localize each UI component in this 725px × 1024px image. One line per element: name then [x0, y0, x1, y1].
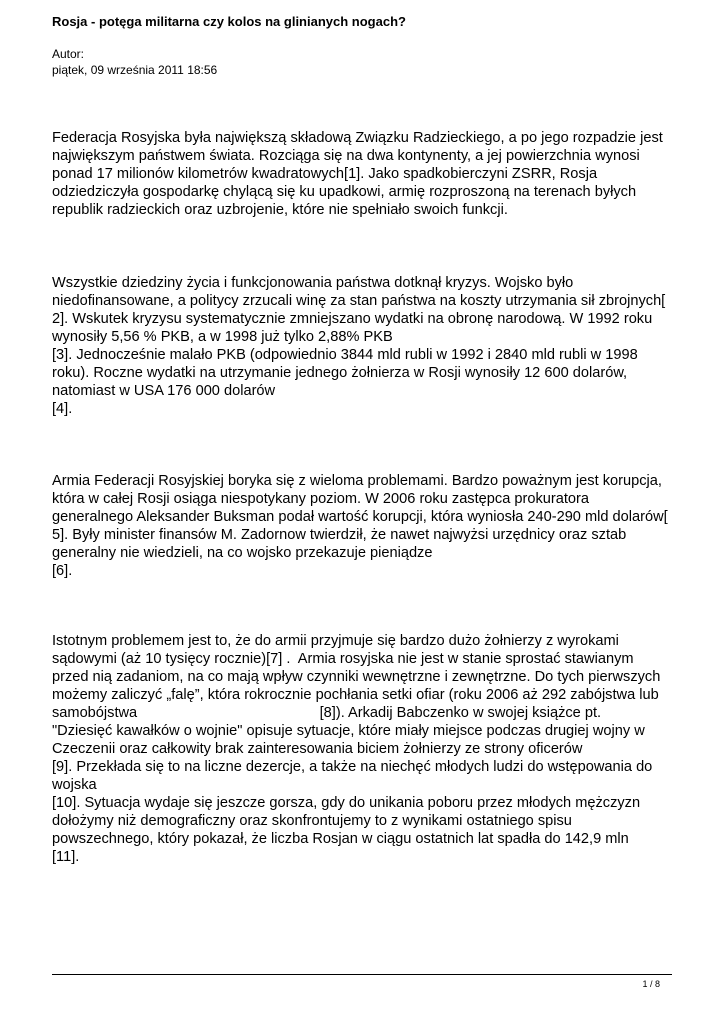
body-text-line: sądowymi (aż 10 tysięcy rocznie)[7] . Armia rosyjska nie jest w stanie sprostać stawianym: [52, 651, 634, 667]
publish-date: piątek, 09 września 2011 18:56: [52, 63, 218, 77]
body-text-line: republik radzieckich oraz uzbrojenie, które nie spełniało swoich funkcji.: [52, 202, 508, 218]
body-text-line: Federacja Rosyjska była największą składową Związku Radzieckiego, a po jego rozpadzie jest: [52, 130, 663, 146]
body-text-line: samobójstwa [8]). Arkadij Babczenko w swojej książce pt.: [52, 705, 602, 721]
body-text-line: powszechnego, który pokazał, że liczba Rosjan w ciągu ostatnich lat spadła do 142,9 mln: [52, 831, 629, 847]
body-text-line: 2]. Wskutek kryzysu systematycznie zmniejszano wydatki na obronę narodową. W 1992 roku: [52, 311, 653, 327]
article-title: Rosja - potęga militarna czy kolos na glinianych nogach?: [52, 14, 406, 29]
body-text-line: odziedziczyła gospodarkę chylącą się ku upadkowi, armię rozproszoną na terenach byłych: [52, 184, 637, 200]
page-number: 1 / 8: [642, 979, 660, 989]
body-text-line: Istotnym problemem jest to, że do armii przyjmuje się bardzo dużo żołnierzy z wyrokami: [52, 633, 619, 649]
body-text-line: [11].: [52, 849, 80, 865]
body-text-line: ponad 17 milionów kilometrów kwadratowych[1]. Jako spadkobierczyni ZSRR, Rosja: [52, 166, 598, 182]
body-text-line: niedofinansowane, a politycy zrzucali winę za stan państwa na koszty utrzymania sił zbrojnych[: [52, 293, 666, 309]
body-text-line: wojska: [52, 777, 97, 793]
body-text-line: dołożymy niż demograficzny oraz skonfrontujemy to z wynikami ostatniego spisu: [52, 813, 572, 829]
body-text-line: która w całej Rosji osiąga niespotykany poziom. W 2006 roku zastępca prokuratora: [52, 491, 589, 507]
body-text-line: możemy zaliczyć „falę”, która rokrocznie pochłania setki ofiar (roku 2006 aż 292 zabójstwa lub: [52, 687, 659, 703]
body-text-line: roku). Roczne wydatki na utrzymanie jednego żołnierza w Rosji wynosiły 12 600 dolarów,: [52, 365, 628, 381]
body-text-line: [10]. Sytuacja wydaje się jeszcze gorsza, gdy do unikania poboru przez młodych mężczyzn: [52, 795, 641, 811]
body-text-line: [4].: [52, 401, 73, 417]
body-text-line: 5]. Były minister finansów M. Zadornow twierdził, że nawet najwyżsi urzędnicy oraz sztab: [52, 527, 627, 543]
body-text-line: "Dziesięć kawałków o wojnie" opisuje sytuacje, które miały miejsce podczas drugiej wojny w: [52, 723, 645, 739]
body-text-line: generalnego Aleksander Buksman podał wartość korupcji, która wyniosła 240-290 mld dolarów[: [52, 509, 668, 525]
footer-divider: [52, 974, 672, 975]
body-text-line: Armia Federacji Rosyjskiej boryka się z wieloma problemami. Bardzo poważnym jest korupcja,: [52, 473, 662, 489]
body-text-line: przed nią zadaniom, na co mają wpływ czynniki wewnętrzne i zewnętrzne. Do tych pierwszych: [52, 669, 661, 685]
body-text-line: Wszystkie dziedziny życia i funkcjonowania państwa dotknął kryzys. Wojsko było: [52, 275, 574, 291]
body-text-line: Czeczenii oraz całkowity brak zainteresowania biciem żołnierzy ze strony oficerów: [52, 741, 583, 757]
body-text-line: największym państwem świata. Rozciąga się na dwa kontynenty, a jej powierzchnia wynosi: [52, 148, 640, 164]
author-label: Autor:: [52, 47, 85, 61]
body-text-line: [9]. Przekłada się to na liczne dezercje, a także na niechęć młodych ludzi do wstępowania do: [52, 759, 653, 775]
body-text-line: natomiast w USA 176 000 dolarów: [52, 383, 276, 399]
body-text-line: generalny nie wiedzieli, na co wojsko przekazuje pieniądze: [52, 545, 433, 561]
body-text-line: [3]. Jednocześnie malało PKB (odpowiednio 3844 mld rubli w 1992 i 2840 mld rubli w 1998: [52, 347, 638, 363]
body-text-line: wynosiły 5,56 % PKB, a w 1998 już tylko 2,88% PKB: [52, 329, 393, 345]
body-text-line: [6].: [52, 563, 73, 579]
